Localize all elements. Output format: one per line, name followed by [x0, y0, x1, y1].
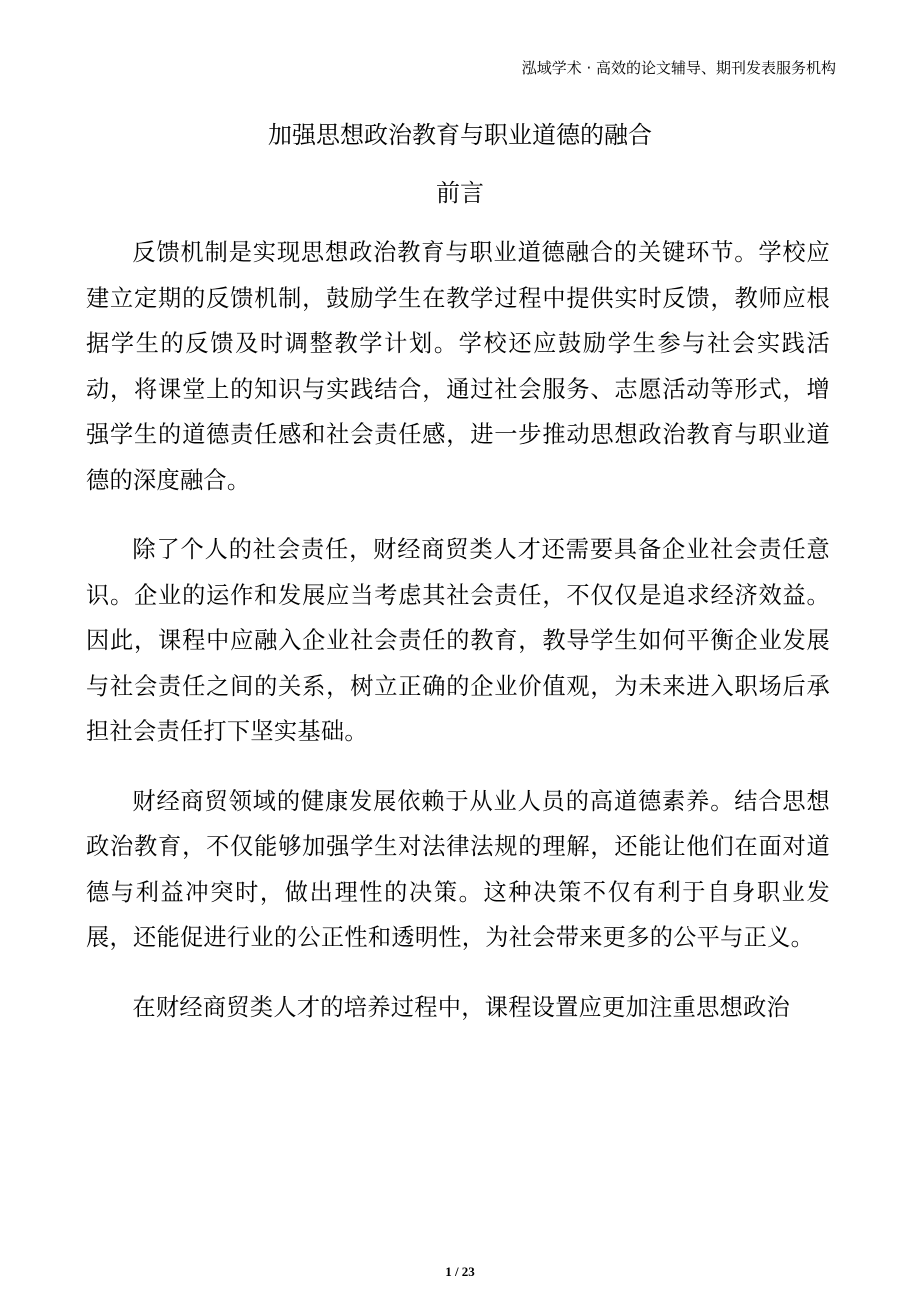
document-title: 加强思想政治教育与职业道德的融合: [268, 121, 652, 149]
body-paragraph: 反馈机制是实现思想政治教育与职业道德融合的关键环节。学校应建立定期的反馈机制，鼓励学生在教学过程中提供实时反馈，教师应根据学生的反馈及时调整教学计划。学校还应鼓励学生参与社会实践活动，将课堂上的知识与实践结合，通过社会服务、志愿活动等形式，增强学生的道德责任感和社会责任感，进一步推动思想政治教育与职业道德的深度融合。: [86, 239, 830, 494]
page-number: 1 / 23: [445, 1264, 475, 1279]
body-paragraph: 在财经商贸类人才的培养过程中，课程设置应更加注重思想政治: [132, 993, 791, 1021]
section-heading: 前言: [436, 179, 484, 207]
page-header: 泓域学术 · 高效的论文辅导、期刊发表服务机构: [521, 59, 836, 77]
header-divider: [84, 84, 836, 85]
document-body: [86, 230, 830, 1054]
body-paragraph: 除了个人的社会责任，财经商贸类人才还需要具备企业社会责任意识。企业的运作和发展应当考虑其社会责任，不仅仅是追求经济效益。因此，课程中应融入企业社会责任的教育，教导学生如何平衡企业发展与社会责任之间的关系，树立正确的企业价值观，为未来进入职场后承担社会责任打下坚实基础。: [86, 536, 830, 745]
body-paragraph: 财经商贸领域的健康发展依赖于从业人员的高道德素养。结合思想政治教育，不仅能够加强学生对法律法规的理解，还能让他们在面对道德与利益冲突时，做出理性的决策。这种决策不仅有利于自身职业发展，还能促进行业的公正性和透明性，为社会带来更多的公平与正义。: [86, 787, 830, 951]
